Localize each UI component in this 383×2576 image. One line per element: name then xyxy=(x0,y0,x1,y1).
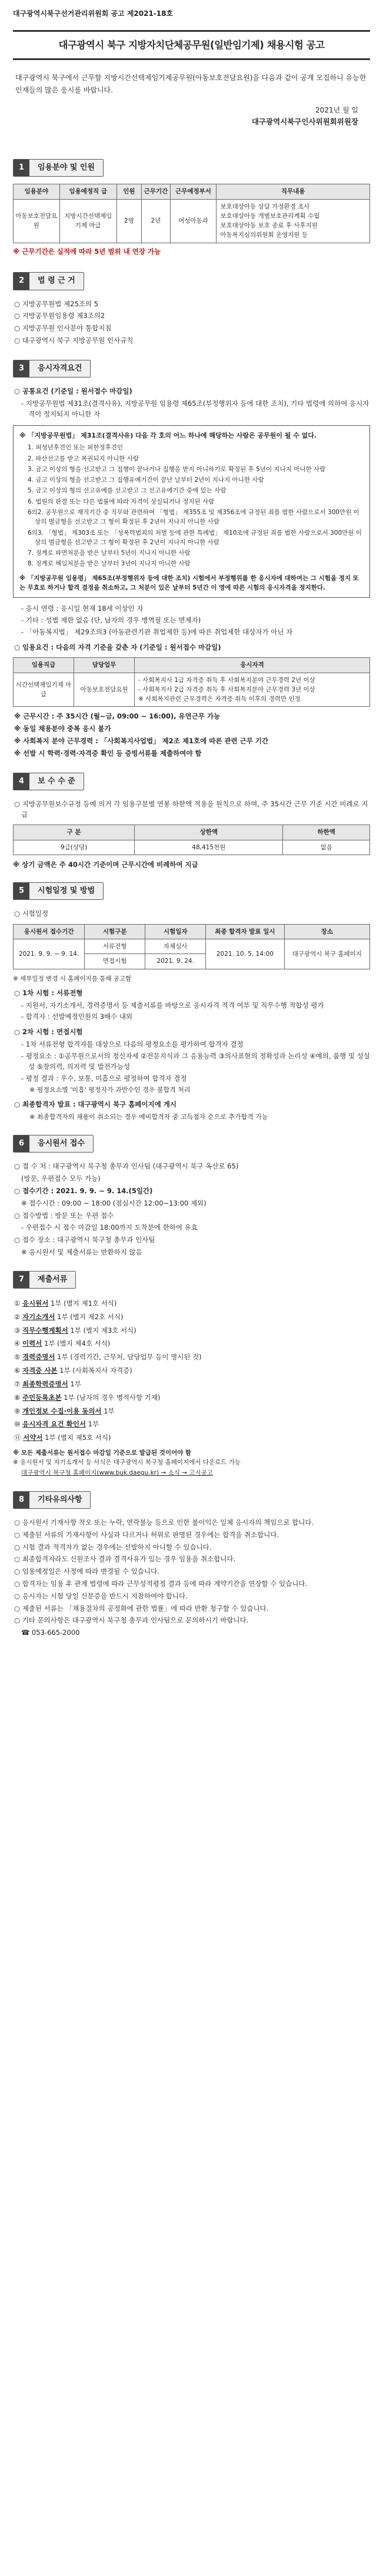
section-title: 기타유의사항 xyxy=(29,1492,90,1508)
table-cell: 2021. 9. 24. xyxy=(145,954,206,969)
duty-item: 보호대상아동 개별보호관리계획 수립 xyxy=(220,212,320,220)
section-2-header xyxy=(13,272,84,290)
schedule-table xyxy=(13,924,370,969)
pay-description: ○ 지방공무원보수규정 등에 의거 각 임용구분별 연봉 하한액 적용을 원칙으로 하며, 주 35시간 근무 기준 시간 비례로 지급 xyxy=(14,799,368,819)
table-header: 구 분 xyxy=(14,825,135,840)
application-hours: ※ 접수시간 : 09:00 ~ 18:00 (점심시간 12:00~13:00 제외) xyxy=(21,1198,207,1207)
section-4-header xyxy=(13,773,84,790)
table-row xyxy=(14,939,370,954)
common-requirement: ○ 공통요건 (기준일 : 원서접수 마감일) xyxy=(14,386,132,395)
documents-site-link[interactable]: 대구광역시 북구청 홈페이지(www.buk.daegu.kr) → 소식 → 고시공고 xyxy=(21,1469,213,1477)
application-office: ○ 접 수 처 : 대구광역시 북구청 총무과 인사팀 (대구광역시 북구 옥산로 65) xyxy=(14,1162,239,1171)
section-number: 6 xyxy=(14,1135,29,1152)
appointment-requirement: ○ 임용요건 : 다음의 자격 기준을 갖춘 자 (기준일 : 원서접수 마감일) xyxy=(14,643,221,651)
application-method: ○ 접수방법 : 방문 또는 우편 접수 xyxy=(14,1211,114,1220)
table-header: 시험구분 xyxy=(85,924,145,939)
qualification-cell xyxy=(135,673,370,707)
notice-item: ○ 제출된 서류는 「채용절차의 공정화에 관한 법률」에 따라 반환 청구할 수 있습니다. xyxy=(14,1604,269,1613)
application-method-detail: - 우편접수 시 접수 마감일 18:00까지 도착분에 한하여 유효 xyxy=(21,1223,198,1232)
duty-item: 아동복지심의위원회 운영지원 등 xyxy=(220,231,308,239)
table-header: 상한액 xyxy=(135,825,283,840)
final-announcement-note: ※ 최종합격자의 채용이 취소되는 경우 예비합격자 중 고득점자 순으로 추가합격 가능 xyxy=(29,1113,268,1121)
table-header-row xyxy=(14,658,370,673)
application-period: ○ 접수기간 : 2021. 9. 9. ~ 9. 14.(5일간) xyxy=(14,1187,153,1195)
table-cell: 2년 xyxy=(142,199,170,243)
notice-item: ○ 기타 문의사항은 대구광역시 북구청 총무과 인사팀으로 문의하시기 바랍니다. xyxy=(14,1616,249,1625)
work-hours-note: ※ 근무시간 : 주 35시간 (월~금, 09:00 ~ 16:00), 유연근무 가능 xyxy=(14,712,221,721)
section-title: 응시자격요건 xyxy=(29,360,90,377)
misconduct-note: ※ 「지방공무원 임용령」 제65조(부정행위자 등에 대한 조치) 시험에서 부정행위를 한 응시자에 대하여는 그 시험을 정지 또는 무효로 하거나 합격 결정을 취소하고, 그 처분이 있은 날부터 5년간 이 영에 따른 시험의 응시자격을 정지한다. xyxy=(19,574,359,591)
second-exam-detail: - 평정요소 : ①공무원으로서의 정신자세 ②전문지식과 그 응용능력 ③의사표현의 정확성과 논리성 ④예의, 품행 및 성실성 ⑤창의력, 의지력 및 발전가능성 xyxy=(21,1051,370,1071)
table-header: 직무내용 xyxy=(217,184,370,199)
table-cell: 시간선택제임기제 마급 xyxy=(14,673,74,707)
issuing-organization: 대구광역시북구인사위원회위원장 xyxy=(251,117,358,126)
qualification-table xyxy=(13,657,370,707)
second-exam-detail: - 1차 서류전형 합격자를 대상으로 다음의 평정요소를 평가하여 합격자 결정 xyxy=(21,1040,244,1049)
table-header: 최종 합격자 발표 일시 xyxy=(206,924,284,939)
qualification-item: - 사회복지사 2급 자격증 취득 후 사회복지분야 근무경력 3년 이상 xyxy=(138,686,315,693)
table-cell: 48,415천원 xyxy=(135,840,283,855)
section-6-header xyxy=(13,1135,94,1153)
second-exam-label: ○ 2차 시험 : 면접시험 xyxy=(14,1028,83,1037)
table-cell: 대구광역시 북구 홈페이지 xyxy=(284,939,369,969)
duty-item: 보호대상아동 상담 가정환경 조사 xyxy=(220,203,310,210)
table-header: 담당업무 xyxy=(74,658,135,673)
section-title: 임용분야 및 인원 xyxy=(29,160,103,176)
first-exam-label: ○ 1차 시험 : 서류전형 xyxy=(14,988,83,997)
second-exam-note: ※ 평정요소별 '미흡' 평정자가 과반수인 경우 불합격 처리 xyxy=(29,1086,191,1094)
law-item: ○ 지방공무원임용령 제3조의2 xyxy=(14,312,105,320)
pay-note: ※ 상기 금액은 주 40시간 기준이며 근무시간에 비례하여 지급 xyxy=(13,860,198,869)
duties-cell xyxy=(217,199,370,243)
evidence-note: ※ 선발 시 학력·경력·자격증 확인 등 증빙서류를 제출하여야 함 xyxy=(14,749,202,757)
disqualification-item: 3. 금고 이상의 형을 선고받고 그 집행이 끝나거나 집행을 받지 아니하기로 확정된 후 5년이 지나지 아니한 사람 xyxy=(28,465,326,473)
first-exam-detail: - 합격자 : 선발예정인원의 3배수 내외 xyxy=(21,1012,133,1021)
table-cell: 2021. 10. 5. 14:00 xyxy=(206,939,284,969)
pay-table xyxy=(13,825,370,855)
second-exam-detail: - 평정 결과 : 우수, 보통, 미흡으로 평정하여 합격자 결정 xyxy=(21,1074,187,1082)
common-requirement-detail: - 지방공무원법 제31조(결격사유), 지방공무원 임용령 제65조(부정행위자 등에 대한 조치), 기타 법령에 의하여 응시자격이 정지되지 아니한 자 xyxy=(21,399,369,418)
table-header-row xyxy=(14,184,370,199)
disqualification-item: 6의2. 공무원으로 재직기간 중 직무와 관련하여 「형법」 제355조 및 제356조에 규정된 죄를 범한 사람으로서 300만원 이상의 벌금형을 선고받고 그 형이 확정된 후 2년이 지나지 아니한 사람 xyxy=(28,509,359,526)
table-cell: 9급(상당) xyxy=(14,840,135,855)
table-header: 인원 xyxy=(116,184,141,199)
table-header: 임용분야 xyxy=(14,184,60,199)
table-header-row xyxy=(14,825,370,840)
document-item: ⑨ 개인정보 수집·이용 동의서 1부 xyxy=(14,1406,115,1415)
section-number: 8 xyxy=(14,1492,29,1508)
notice-item: ○ 시험 결과 적격자가 없는 경우에는 선발하지 아니할 수 있습니다. xyxy=(14,1542,212,1551)
table-cell: 여성아동과 xyxy=(170,199,217,243)
application-office-detail: (방문, 우편접수 모두 가능) xyxy=(21,1174,101,1183)
table-header: 응시자격 xyxy=(135,658,370,673)
qualification-item: - 사회복지사 1급 자격증 취득 후 사회복지분야 근무경력 2년 이상 xyxy=(138,676,315,684)
disqualification-item: 7. 징계로 파면처분을 받은 날부터 5년이 지나지 아니한 사람 xyxy=(28,549,191,557)
table-cell: 2명 xyxy=(116,199,141,243)
intro-text: 대구광역시 북구에서 근무할 지방시간선택제임기제공무원(아동보호전담요원)을 다음과 같이 공개 모집하니 유능한 인재들의 많은 응시를 바랍니다. xyxy=(15,74,367,95)
application-place: ○ 접수 장소 : 대구광역시 북구청 총무과 인사팀 xyxy=(14,1236,155,1244)
section-7-header xyxy=(13,1271,76,1289)
disqualification-item: 6의3. 「형법」 제303조 또는 「성폭력범죄의 처벌 등에 관한 특례법」 제10조에 규정된 죄를 범한 사람으로서 300만원 이상의 벌금형을 선고받고 그 형이 확정된 후 2년이 지나지 아니한 사람 xyxy=(28,529,362,546)
document-item: ⑧ 주민등록초본 1부 (남자의 경우 병적사항 기재) xyxy=(14,1393,161,1402)
final-announcement: ○ 최종합격자 발표 : 대구광역시 북구 홈페이지에 게시 xyxy=(14,1100,176,1109)
documents-form-note: ※ 응시원서 및 자기소개서 등 서식은 대구광역시 북구청 홈페이지에서 다운로드 가능 xyxy=(13,1459,241,1466)
section-title: 시험일정 및 방법 xyxy=(29,883,103,899)
table-header: 응시원서 접수기간 xyxy=(14,924,85,939)
table-row xyxy=(14,840,370,855)
table-header: 임용예정직 급 xyxy=(59,184,116,199)
disqualification-item: 6. 법원의 판결 또는 다른 법률에 따라 자격이 상실되거나 정지된 사람 xyxy=(28,498,215,505)
section-title: 제출서류 xyxy=(29,1272,75,1288)
gender-requirement: - 기타 : 성별 제한 없음 (단, 남자의 경우 병역필 또는 면제자) xyxy=(21,615,201,624)
table-cell: 없음 xyxy=(283,840,370,855)
child-welfare-requirement: - 「아동복지법」 제29조의3 (아동관련기관 취업제한 등)에 따른 취업제한 대상자가 아닌 자 xyxy=(21,627,293,636)
schedule-note: ※ 세부일정 변경 시 홈페이지를 통해 공고함 xyxy=(13,975,132,982)
qualification-item: ※ 사회복지관련 근무경력은 자격증 취득 이후의 경력만 인정 xyxy=(138,696,301,703)
disqualification-box xyxy=(13,425,370,598)
schedule-label: ○ 시험일정 xyxy=(14,909,49,918)
first-exam-detail: - 지원서, 자기소개서, 경력증명서 등 제출서류를 바탕으로 응시자격 적격 여부 및 직무수행 적합성 평가 xyxy=(21,1001,324,1009)
section-5-header xyxy=(13,882,104,900)
notice-item: ○ 합격자는 임용 후 관계 법령에 따라 근무성적평정 결과 등에 따라 계약기간을 연장할 수 있습니다. xyxy=(14,1579,308,1588)
table-header: 하한액 xyxy=(283,825,370,840)
age-requirement: - 응시 연령 : 응시일 현재 18세 이상인 자 xyxy=(21,604,144,613)
document-item: ⑪ 서약서 1부 (별지 제5호 서식) xyxy=(14,1433,111,1442)
table-cell: 면접시험 xyxy=(85,954,145,969)
table-cell: 자체심사 xyxy=(145,939,206,954)
section-number: 3 xyxy=(14,360,29,377)
table-cell: 아동보호전담요원 xyxy=(74,673,135,707)
notice-item: ○ 임용예정일은 사정에 따라 변경될 수 있습니다. xyxy=(14,1567,159,1576)
table-cell: 서류전형 xyxy=(85,939,145,954)
duty-item: 보호대상아동 보호 종료 후 사후지원 xyxy=(220,222,318,230)
positions-table xyxy=(13,184,370,243)
notice-item: ○ 응시자는 시험 당일 신분증을 반드시 지참하여야 합니다. xyxy=(14,1591,188,1600)
table-row xyxy=(14,199,370,243)
duplicate-note: ※ 동일 채용분야 중복 응시 불가 xyxy=(14,724,111,733)
section-3-header xyxy=(13,360,91,378)
document-item: ⑦ 최종학력증명서 1부 xyxy=(14,1379,81,1388)
application-place-note: ※ 응시원서 및 제출서류는 반환하지 않음 xyxy=(21,1248,142,1257)
table-cell: 아동보호전담요원 xyxy=(14,199,60,243)
section-title: 응시원서 접수 xyxy=(29,1135,93,1152)
term-note: ※ 근무기간은 실적에 따라 5년 범위 내 연장 가능 xyxy=(13,247,161,256)
section-8-header xyxy=(13,1491,91,1509)
document-item: ① 응시원서 1부 (별지 제1호 서식) xyxy=(14,1299,117,1308)
document-item: ⑩ 응시자격 요건 확인서 1부 xyxy=(14,1420,99,1429)
table-header: 근무기간 xyxy=(142,184,170,199)
disqualification-item: 2. 파산선고를 받고 복권되지 아니한 사람 xyxy=(28,455,139,462)
table-cell: 2021. 9. 9. ~ 9. 14. xyxy=(14,939,85,969)
document-item: ② 자기소개서 1부 (별지 제2호 서식) xyxy=(14,1312,124,1321)
section-number: 5 xyxy=(14,883,29,899)
table-header: 근무예정부서 xyxy=(170,184,217,199)
section-title: 법 령 근 거 xyxy=(29,273,84,289)
table-header-row xyxy=(14,924,370,939)
disqualification-item: 8. 징계로 해임처분을 받은 날부터 3년이 지나지 아니한 사람 xyxy=(28,560,191,568)
announcement-title: 대구광역시 북구 지방자치단체공무원(일반임기제) 채용시험 공고 xyxy=(13,30,370,61)
disqualification-item: 5. 금고 이상의 형의 선고유예를 선고받고 그 선고유예기간 중에 있는 사람 xyxy=(28,487,227,495)
documents-note: ※ 모든 제출서류는 원서접수 마감일 기준으로 발급된 것이어야 함 xyxy=(13,1449,192,1456)
announcement-date: 2021년 월 일 xyxy=(315,106,358,115)
law-item: ○ 지방공무원법 제25조의 5 xyxy=(14,299,98,308)
table-row xyxy=(14,673,370,707)
law-item: ○ 지방공무원 인사분야 통합지침 xyxy=(14,324,112,333)
career-note: ※ 사회복지 분야 근무경력 : 「사회복지사업법」 제2조 제1호에 따른 관련 근무 기간 xyxy=(14,737,269,746)
document-item: ⑤ 경력증명서 1부 (경력기간, 근무처, 담당업무 등이 명시된 것) xyxy=(14,1353,202,1362)
notice-item: ○ 제출된 서류의 기재사항이 사실과 다르거나 허위로 판명된 경우에는 합격을 취소합니다. xyxy=(14,1530,279,1539)
disqualification-item: 1. 피성년후견인 또는 피한정후견인 xyxy=(28,444,124,452)
table-header: 임용직급 xyxy=(14,658,74,673)
disqualification-item: 4. 금고 이상의 형을 선고받고 그 집행유예기간이 끝난 날부터 2년이 지나지 아니한 사람 xyxy=(28,476,264,484)
section-number: 4 xyxy=(14,773,29,790)
table-cell: 지방시간선택제임기제 마급 xyxy=(59,199,116,243)
notice-item: ○ 최종합격자라도 신원조사 결과 결격사유가 있는 경우 임용을 취소합니다. xyxy=(14,1555,236,1564)
section-number: 1 xyxy=(14,160,29,176)
notice-item: ○ 응시원서 기재사항 착오 또는 누락, 연락불능 등으로 인한 불이익은 일체 응시자의 책임으로 합니다. xyxy=(14,1518,314,1527)
disqualification-title: ※ 「지방공무원법」 제31조(결격사유) 다음 각 호의 어느 하나에 해당하는 사람은 공무원이 될 수 없다. xyxy=(19,432,317,440)
table-header: 장소 xyxy=(284,924,369,939)
contact-phone: ☎ 053-665-2000 xyxy=(21,1628,80,1637)
document-item: ⑥ 자격증 사본 1부 (사회복지사 자격증) xyxy=(14,1366,132,1375)
section-1-header xyxy=(13,159,104,177)
document-item: ③ 직무수행계획서 1부 (별지 제3호 서식) xyxy=(14,1326,136,1335)
document-item: ④ 이력서 1부 (별지 제4호 서식) xyxy=(14,1339,111,1348)
document-number: 대구광역시북구선거관리위원회 공고 제2021-18호 xyxy=(13,9,174,18)
section-number: 2 xyxy=(14,273,29,289)
section-number: 7 xyxy=(14,1272,29,1288)
law-item: ○ 대구광역시 북구 지방공무원 인사규칙 xyxy=(14,336,134,345)
table-header: 시험일자 xyxy=(145,924,206,939)
section-title: 보 수 수 준 xyxy=(29,773,84,790)
